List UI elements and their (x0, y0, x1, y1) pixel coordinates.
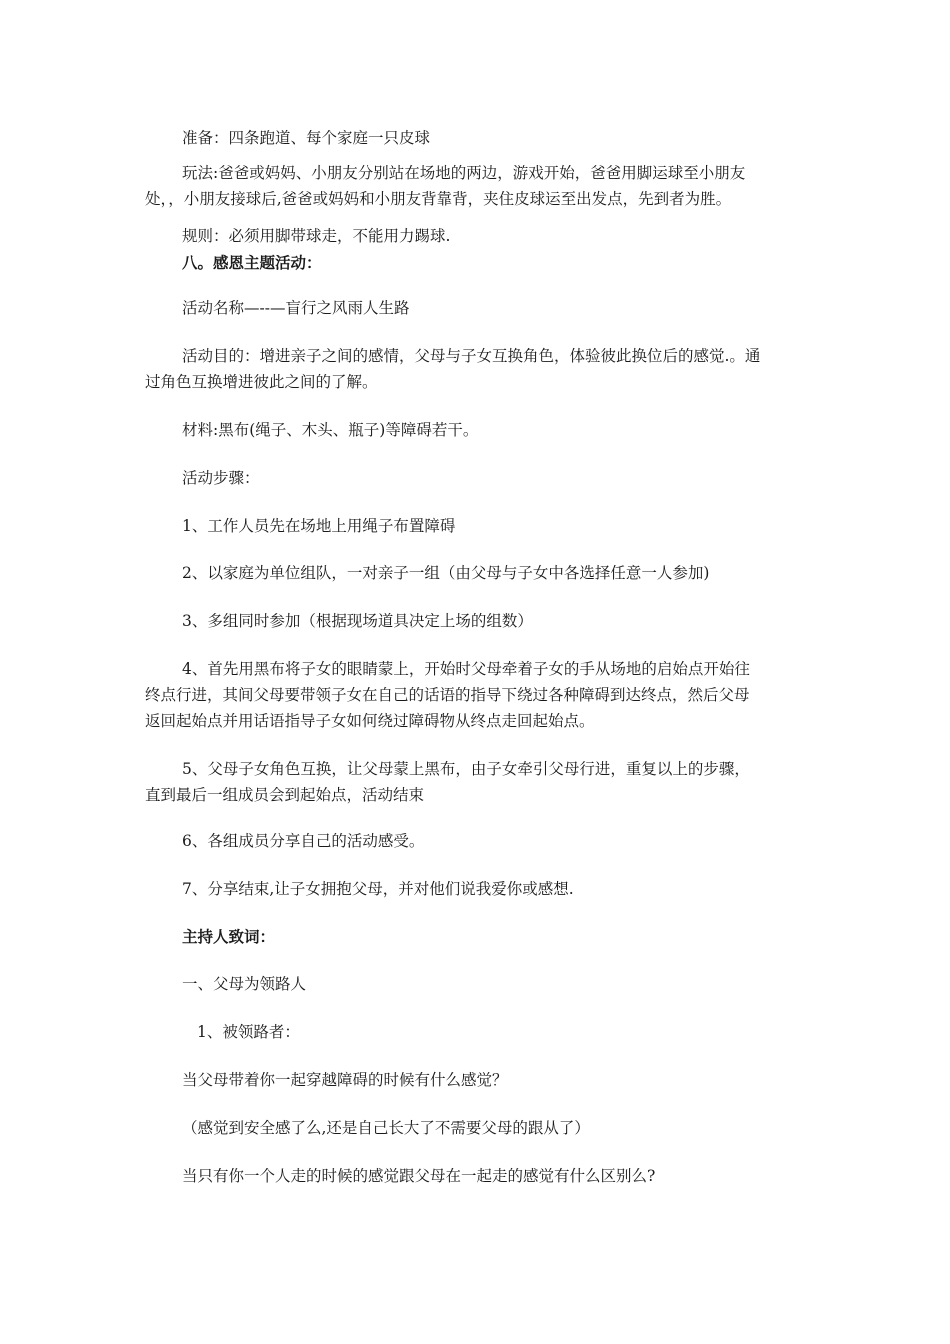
step-1: 1、工作人员先在场地上用绳子布置障碍 (182, 517, 456, 535)
step-5-line-1: 5、父母子女角色互换，让父母蒙上黑布，由子女牵引父母行进，重复以上的步骤， (182, 760, 750, 778)
rules-paragraph: 规则：必须用脚带球走，不能用力踢球. (182, 227, 451, 245)
section-heading-8: 八。感恩主题活动： (182, 253, 322, 272)
materials-paragraph: 材料:黑布(绳子、木头、瓶子)等障碍若干。 (182, 421, 479, 439)
step-2: 2、以家庭为单位组队，一对亲子一组（由父母与子女中各选择任意一人参加) (182, 564, 710, 582)
step-4-line-2: 终点行进，其间父母要带领子女在自己的话语的指导下绕过各种障碍到达终点，然后父母 (145, 686, 750, 704)
step-5-line-2: 直到最后一组成员会到起始点，活动结束 (145, 786, 425, 804)
part-1-heading: 一、父母为领路人 (182, 975, 307, 993)
activity-goal-line-2: 过角色互换增进彼此之间的了解。 (145, 373, 378, 391)
question-2: 当只有你一个人走的时候的感觉跟父母在一起走的感觉有什么区别么? (182, 1167, 656, 1185)
prep-paragraph: 准备：四条跑道、每个家庭一只皮球 (182, 129, 431, 147)
question-1: 当父母带着你一起穿越障碍的时候有什么感觉？ (182, 1071, 508, 1089)
answer-1: （感觉到安全感了么,还是自己长大了不需要父母的跟从了） (182, 1119, 590, 1137)
activity-name: 活动名称—--—盲行之风雨人生路 (182, 299, 410, 317)
sub-1-heading: 1、被领路者： (197, 1023, 300, 1041)
step-4-line-1: 4、首先用黑布将子女的眼睛蒙上，开始时父母牵着子女的手从场地的启始点开始往 (182, 660, 750, 678)
step-3: 3、多组同时参加（根据现场道具决定上场的组数） (182, 612, 533, 630)
activity-goal-line-1: 活动目的：增进亲子之间的感情，父母与子女互换角色，体验彼此换位后的感觉.。通 (182, 347, 761, 365)
host-speech-heading: 主持人致词： (182, 927, 276, 946)
play-paragraph-line-1: 玩法:爸爸或妈妈、小朋友分别站在场地的两边，游戏开始，爸爸用脚运球至小朋友 (182, 164, 746, 182)
steps-title: 活动步骤： (182, 469, 260, 487)
play-paragraph-line-2: 处，，小朋友接球后,爸爸或妈妈和小朋友背靠背，夹住皮球运至出发点，先到者为胜。 (145, 190, 732, 208)
step-6: 6、各组成员分享自己的活动感受。 (182, 832, 425, 850)
step-4-line-3: 返回起始点并用话语指导子女如何绕过障碍物从终点走回起始点。 (145, 712, 595, 730)
step-7: 7、分享结束,让子女拥抱父母，并对他们说我爱你或感想. (182, 880, 574, 898)
